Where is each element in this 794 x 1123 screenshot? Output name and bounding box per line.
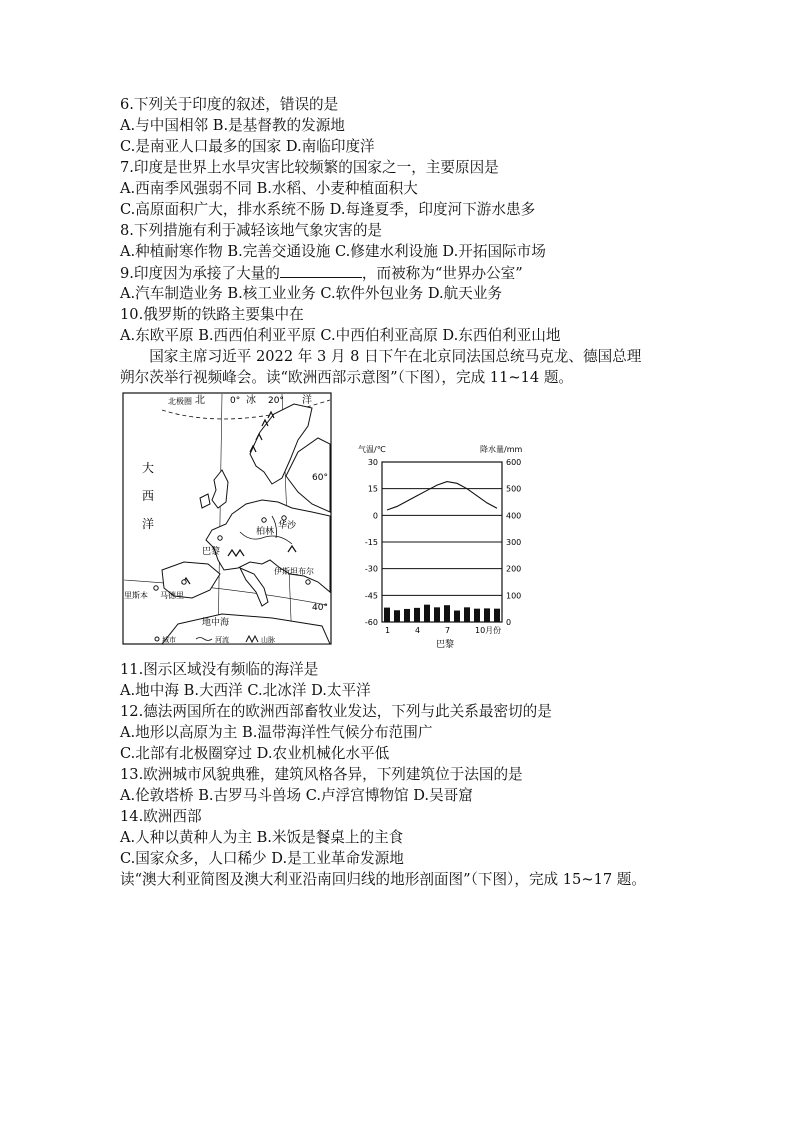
legend-city-label: 城市: [162, 636, 176, 644]
left-tick-label: -60: [364, 618, 378, 627]
precip-bar: [454, 611, 460, 622]
madrid-city-marker: [182, 580, 186, 584]
paris-climate-chart: [352, 440, 532, 650]
right-tick-label: 500: [506, 484, 522, 494]
q14-options-cd: C.国家众多，人口稀少 D.是工业革命发源地: [120, 850, 404, 867]
europe-map: [122, 392, 332, 646]
chart-x-ticks: [385, 625, 501, 635]
q9-answer-blank: [280, 263, 362, 278]
atlantic-label-2: 西: [142, 489, 155, 503]
q7-stem: 7.印度是世界上水旱灾害比较频繁的国家之一，主要原因是: [120, 159, 499, 176]
q11-options: A.地中海 B.大西洋 C.北冰洋 D.太平洋: [120, 682, 371, 699]
left-tick-label: 15: [367, 484, 378, 494]
chart-grid: [382, 462, 502, 622]
q13-options: A.伦敦塔桥 B.古罗马斗兽场 C.卢浮宫博物馆 D.吴哥窟: [120, 787, 473, 804]
q13-stem: 13.欧洲城市风貌典雅，建筑风格各异，下列建筑位于法国的是: [120, 766, 523, 783]
q15-17-intro: 读“澳大利亚简图及澳大利亚沿南回归线的地形剖面图”（下图），完成 15~17 题。: [120, 871, 646, 888]
legend-river-label: 河流: [215, 636, 229, 644]
passage-line-2: 朔尔茨举行视频峰会。读“欧洲西部示意图”（下图），完成 11~14 题。: [120, 369, 574, 386]
berlin-city-marker: [262, 518, 266, 522]
ocean-char-label: 洋: [302, 395, 312, 406]
precip-bar: [474, 609, 480, 622]
x-tick-label: 10月份: [475, 626, 502, 635]
right-tick-label: 600: [506, 458, 522, 467]
warsaw-label: 华沙: [278, 521, 297, 531]
q8-stem: 8.下列措施有利于减轻该地气象灾害的是: [120, 222, 383, 239]
chart-right-ticks: [506, 458, 521, 627]
q7-options-ab: A.西南季风强弱不同 B.水稻、小麦种植面积大: [120, 180, 418, 197]
q6-stem: 6.下列关于印度的叙述，错误的是: [120, 96, 339, 113]
q6-options-ab: A.与中国相邻 B.是基督教的发源地: [120, 117, 345, 134]
precip-bar: [394, 610, 400, 622]
chart-left-ticks: [365, 458, 378, 627]
lat40-label: 40°: [312, 603, 328, 613]
q9-options: A.汽车制造业务 B.核工业业务 C.软件外包业务 D.航天业务: [120, 285, 503, 302]
lisbon-label: 里斯本: [124, 591, 148, 600]
lon20-label: 20°: [268, 396, 284, 406]
left-tick-label: 0: [372, 511, 378, 521]
precip-bar: [384, 608, 390, 622]
q9-stem-after: ，而被称为“世界办公室”: [361, 265, 523, 282]
lon0-label: 0°: [230, 396, 241, 406]
legend-city-icon: [155, 637, 159, 641]
paris-city-marker: [218, 536, 222, 540]
q12-stem: 12.德法两国所在的欧洲西部畜牧业发达，下列与此关系最密切的是: [120, 703, 552, 720]
q12-options-ab: A.地形以高原为主 B.温带海洋性气候分布范围广: [120, 724, 433, 741]
atlantic-label-3: 洋: [142, 517, 155, 531]
istanbul-city-marker: [306, 580, 310, 584]
chart-ylabel-right: 降水量/mm: [480, 445, 523, 454]
precip-bar: [404, 609, 410, 622]
q11-stem: 11.图示区域没有频临的海洋是: [120, 661, 319, 678]
chart-precip-bars: [384, 605, 500, 622]
precip-bar: [434, 607, 440, 622]
right-tick-label: 200: [506, 564, 522, 574]
q9-stem-before: 9.印度因为承接了大量的: [120, 265, 280, 282]
q14-stem: 14.欧洲西部: [120, 808, 202, 825]
q6-options-cd: C.是南亚人口最多的国家 D.南临印度洋: [120, 138, 375, 155]
precip-bar: [494, 609, 500, 622]
q12-options-cd: C.北部有北极圈穿过 D.农业机械化水平低: [120, 745, 390, 762]
left-tick-label: -30: [364, 564, 378, 574]
precip-bar: [414, 608, 420, 622]
right-tick-label: 0: [506, 618, 512, 627]
legend-mountain-label: 山脉: [261, 636, 275, 644]
lat60-label: 60°: [312, 473, 328, 483]
q10-options: A.东欧平原 B.西西伯利亚平原 C.中西伯利亚高原 D.东西伯利亚山地: [120, 327, 561, 344]
chart-ylabel-left: 气温/℃: [358, 445, 386, 454]
left-tick-label: -15: [364, 538, 378, 547]
right-tick-label: 100: [506, 591, 522, 601]
warsaw-city-marker: [282, 516, 286, 520]
q10-stem: 10.俄罗斯的铁路主要集中在: [120, 306, 304, 323]
arctic-circle-label: 北极圈: [168, 397, 192, 406]
atlantic-label-1: 大: [142, 461, 155, 475]
madrid-label: 马德里: [160, 591, 184, 600]
x-tick-label: 7: [445, 626, 451, 635]
lisbon-city-marker: [154, 586, 158, 590]
precip-bar: [484, 608, 490, 622]
q9-stem: [120, 263, 523, 284]
left-tick-label: 30: [367, 458, 378, 467]
berlin-label: 柏林: [256, 527, 275, 537]
precip-bar: [424, 605, 430, 622]
chart-title: 巴黎: [436, 640, 455, 650]
mediterranean-label: 地中海: [202, 618, 230, 628]
right-tick-label: 400: [506, 511, 522, 521]
north-label: 北: [195, 395, 205, 406]
temperature-line: [387, 482, 497, 510]
precip-bar: [464, 607, 470, 622]
passage-line-1: 国家主席习近平 2022 年 3 月 8 日下午在北京同法国总统马克龙、德国总理: [120, 348, 642, 365]
istanbul-label: 伊斯坦布尔: [274, 567, 314, 576]
q7-options-cd: C.高原面积广大，排水系统不肠 D.每逢夏季，印度河下游水患多: [120, 201, 536, 218]
ice-label: 冰: [246, 395, 256, 406]
precip-bar: [444, 605, 450, 622]
left-tick-label: -45: [364, 591, 378, 601]
x-tick-label: 4: [415, 626, 421, 635]
q14-options-ab: A.人种以黄种人为主 B.米饭是餐桌上的主食: [120, 829, 404, 846]
x-tick-label: 1: [385, 626, 391, 635]
right-tick-label: 300: [506, 538, 522, 547]
paris-label: 巴黎: [202, 547, 221, 557]
q8-options: A.种植耐寒作物 B.完善交通设施 C.修建水利设施 D.开拓国际市场: [120, 243, 546, 260]
